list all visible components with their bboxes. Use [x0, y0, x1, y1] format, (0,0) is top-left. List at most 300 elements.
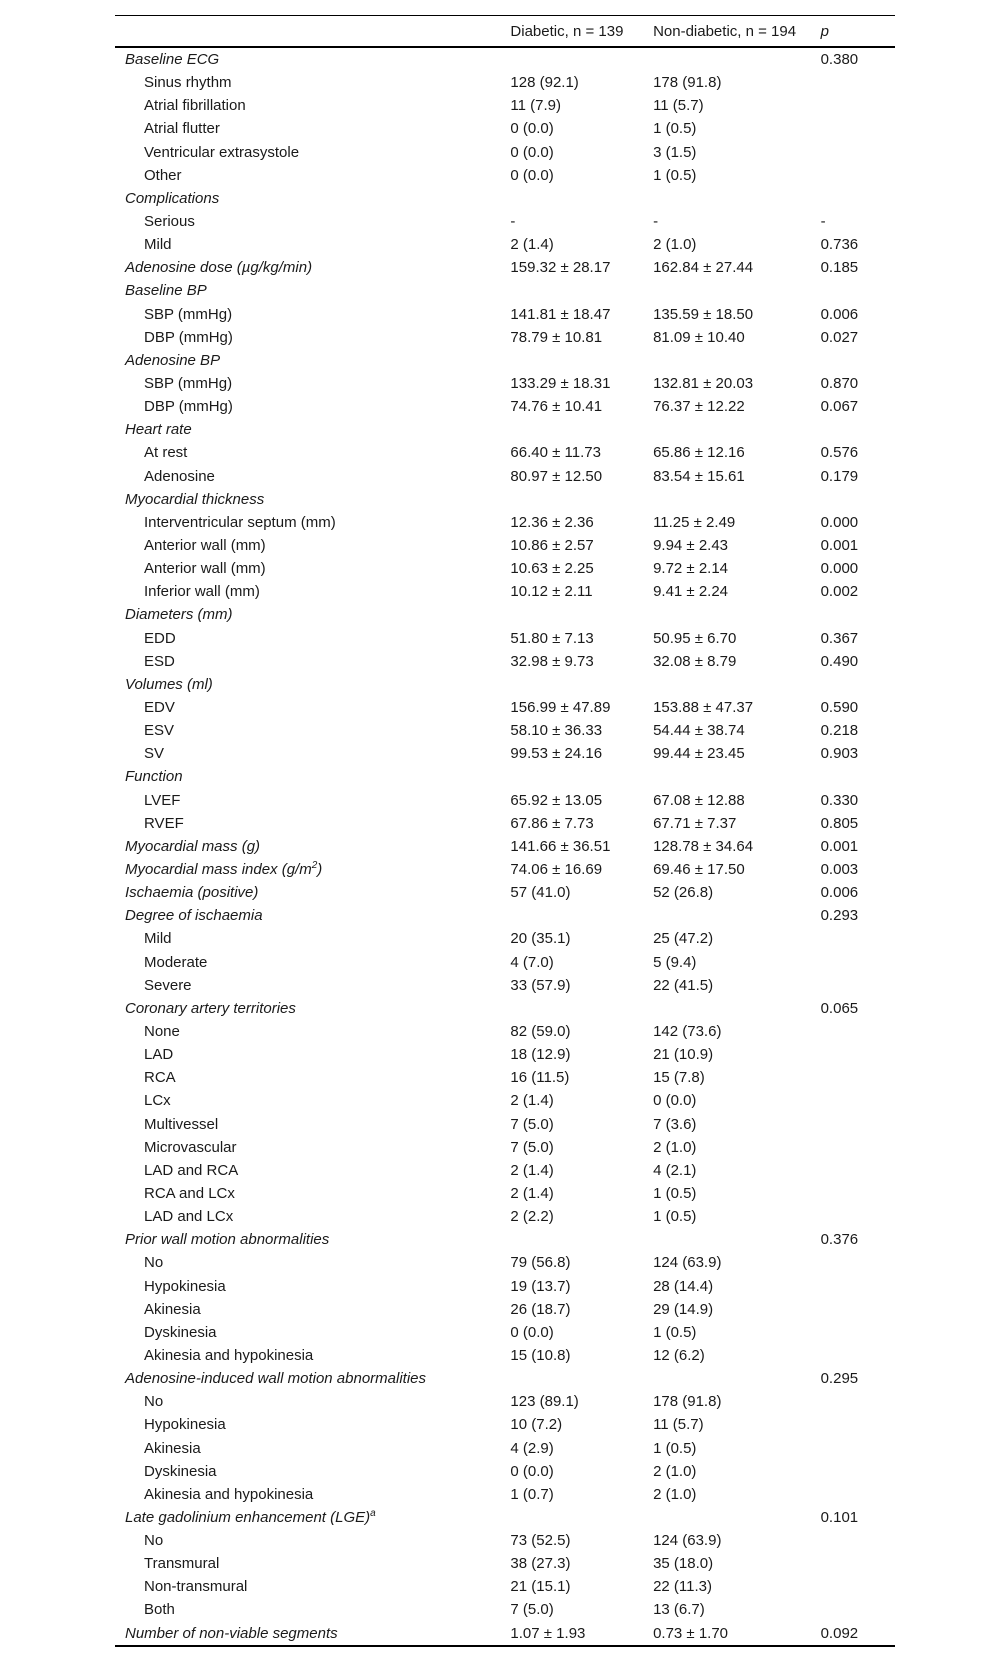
- nondiabetic-value: 32.08 ± 8.79: [653, 652, 737, 670]
- diabetic-value: [510, 1367, 653, 1390]
- row-label-text: Myocardial mass (g): [125, 837, 261, 855]
- p-value: [821, 1089, 895, 1112]
- diabetic-value: 0 (0.0): [510, 166, 554, 184]
- nondiabetic-value: 9.72 ± 2.14: [653, 560, 729, 578]
- p-value: 0.092: [821, 1622, 895, 1646]
- table-row: [115, 789, 895, 812]
- row-label: [115, 1552, 510, 1575]
- p-value: [821, 673, 895, 696]
- diabetic-value: 10.12 ± 2.11: [510, 583, 593, 601]
- nondiabetic-value: 52 (26.8): [653, 884, 714, 902]
- p-value: [821, 1321, 895, 1344]
- table-row: [115, 372, 895, 395]
- p-value: [821, 1575, 895, 1598]
- table-row: [115, 1390, 895, 1413]
- row-label: [115, 580, 510, 603]
- row-label-text: Akinesia and hypokinesia: [144, 1485, 314, 1503]
- nondiabetic-value: 25 (47.2): [653, 930, 714, 948]
- nondiabetic-value: 1 (0.5): [653, 120, 697, 138]
- diabetic-value: 74.06 ± 16.69: [510, 860, 603, 878]
- header-label: [115, 16, 510, 48]
- p-value: 0.590: [820, 699, 859, 716]
- diabetic-value: 26 (18.7): [510, 1300, 571, 1318]
- p-value: 0.903: [820, 745, 859, 763]
- p-value: [821, 94, 895, 117]
- row-label-text: Severe: [144, 976, 192, 994]
- diabetic-value: 133.29 ± 18.31: [510, 375, 611, 393]
- p-value: 0.179: [820, 467, 859, 485]
- row-label-text: RCA and LCx: [144, 1184, 235, 1202]
- row-label: [115, 1483, 510, 1506]
- p-value: [821, 488, 895, 511]
- diabetic-value: [510, 904, 653, 927]
- p-value: [821, 974, 895, 997]
- diabetic-value: 159.32 ± 28.17: [510, 259, 611, 277]
- row-label-text: Non-transmural: [144, 1578, 248, 1596]
- row-label: [115, 557, 510, 580]
- p-value: 0.870: [820, 375, 859, 393]
- nondiabetic-value: 9.94 ± 2.43: [653, 537, 729, 555]
- diabetic-value: 123 (89.1): [510, 1393, 579, 1411]
- diabetic-value: 2 (1.4): [510, 1184, 554, 1202]
- table-row: [115, 812, 895, 835]
- diabetic-value: 10.86 ± 2.57: [510, 537, 594, 555]
- p-value: [821, 1043, 895, 1066]
- p-value: 0.006: [820, 305, 859, 323]
- p-value: [821, 1205, 895, 1228]
- nondiabetic-value: 81.09 ± 10.40: [653, 328, 745, 346]
- row-label-text: Sinus rhythm: [144, 74, 232, 92]
- row-label: [115, 465, 510, 488]
- table-row: [115, 1529, 895, 1552]
- diabetic-value: 66.40 ± 11.73: [510, 444, 601, 462]
- table-row: [115, 1460, 895, 1483]
- nondiabetic-value: [653, 765, 821, 788]
- p-value: [821, 418, 895, 441]
- nondiabetic-value: [653, 47, 821, 71]
- row-label-superscript: 2: [311, 859, 318, 871]
- diabetic-value: 38 (27.3): [510, 1555, 571, 1573]
- row-label-text: SBP (mmHg): [144, 375, 233, 393]
- row-label-text: Multivessel: [144, 1115, 219, 1133]
- nondiabetic-value: 2 (1.0): [653, 1138, 697, 1156]
- nondiabetic-value: 11 (5.7): [653, 97, 704, 115]
- table-group-row: [115, 418, 895, 441]
- diabetic-value: 32.98 ± 9.73: [510, 652, 594, 670]
- table-row: [115, 974, 895, 997]
- nondiabetic-value: 132.81 ± 20.03: [653, 375, 754, 393]
- nondiabetic-value: 11 (5.7): [653, 1416, 704, 1434]
- p-value: [821, 950, 895, 973]
- row-label: [115, 1251, 510, 1274]
- p-value: [821, 603, 895, 626]
- p-value: 0.001: [820, 837, 859, 855]
- row-label: [115, 1506, 510, 1529]
- table-row: [115, 326, 895, 349]
- p-value: [821, 1460, 895, 1483]
- row-label: [115, 303, 510, 326]
- p-value: 0.736: [820, 236, 859, 254]
- row-label-text: LVEF: [144, 791, 181, 809]
- row-label-text: Dyskinesia: [144, 1462, 217, 1480]
- p-value: 0.367: [820, 629, 859, 647]
- row-label-text: ESV: [144, 722, 175, 740]
- row-label: [115, 1529, 510, 1552]
- row-label: [115, 441, 510, 464]
- row-label-text: Myocardial mass index (g/m: [125, 860, 312, 878]
- row-label-text: Volumes (ml): [125, 675, 213, 693]
- nondiabetic-value: [653, 279, 821, 302]
- row-label: [115, 117, 510, 140]
- table-row: [115, 1344, 895, 1367]
- nondiabetic-value: 28 (14.4): [653, 1277, 714, 1295]
- row-label-text: Akinesia and hypokinesia: [144, 1346, 314, 1364]
- table-row: [115, 441, 895, 464]
- diabetic-value: [510, 765, 653, 788]
- nondiabetic-value: 12 (6.2): [653, 1346, 705, 1364]
- p-value: 0.003: [820, 860, 859, 878]
- nondiabetic-value: 128.78 ± 34.64: [653, 837, 754, 855]
- table-group-row: [115, 673, 895, 696]
- table-row: [115, 117, 895, 140]
- row-label-text: LCx: [144, 1092, 171, 1110]
- row-label: [115, 789, 510, 812]
- row-label-text: SBP (mmHg): [144, 305, 233, 323]
- p-value: [821, 1552, 895, 1575]
- row-label-text: DBP (mmHg): [144, 328, 233, 346]
- row-label-text: No: [144, 1393, 164, 1411]
- p-value: 0.576: [820, 444, 859, 462]
- row-label-suffix: ): [317, 860, 323, 878]
- table-row: [115, 511, 895, 534]
- table-group-row: [115, 1622, 895, 1646]
- row-label-text: Late gadolinium enhancement (LGE): [125, 1508, 371, 1526]
- p-value: [821, 71, 895, 94]
- nondiabetic-value: 35 (18.0): [653, 1555, 714, 1573]
- diabetic-value: 1.07 ± 1.93: [510, 1622, 653, 1646]
- diabetic-value: 141.81 ± 18.47: [510, 305, 611, 323]
- row-label-text: DBP (mmHg): [144, 398, 233, 416]
- p-value: 0.295: [820, 1370, 859, 1388]
- diabetic-value: 21 (15.1): [510, 1578, 571, 1596]
- diabetic-value: 12.36 ± 2.36: [510, 513, 594, 531]
- nondiabetic-value: [653, 603, 821, 626]
- nondiabetic-value: 135.59 ± 18.50: [653, 305, 754, 323]
- diabetic-value: 79 (56.8): [510, 1254, 571, 1272]
- row-label-text: Coronary artery territories: [125, 999, 296, 1017]
- header-diabetic: Diabetic, n = 139: [510, 16, 653, 48]
- nondiabetic-value: 13 (6.7): [653, 1601, 705, 1619]
- row-label-text: Mild: [144, 236, 172, 254]
- row-label-text: Serious: [144, 213, 195, 231]
- table-row: [115, 696, 895, 719]
- diabetic-value: 2 (1.4): [510, 1092, 554, 1110]
- nondiabetic-value: 0.73 ± 1.70: [653, 1622, 821, 1646]
- p-value: [821, 1298, 895, 1321]
- nondiabetic-value: 67.08 ± 12.88: [653, 791, 745, 809]
- nondiabetic-value: 9.41 ± 2.24: [653, 583, 729, 601]
- row-label-text: No: [144, 1254, 164, 1272]
- diabetic-value: 57 (41.0): [510, 884, 571, 902]
- diabetic-value: 19 (13.7): [510, 1277, 571, 1295]
- row-label: [115, 1321, 510, 1344]
- nondiabetic-value: [653, 488, 821, 511]
- table-row: [115, 1205, 895, 1228]
- p-value: [821, 1020, 895, 1043]
- nondiabetic-value: [653, 187, 821, 210]
- diabetic-value: 58.10 ± 36.33: [510, 722, 603, 740]
- diabetic-value: 65.92 ± 13.05: [510, 791, 603, 809]
- row-label-text: Inferior wall (mm): [144, 583, 260, 601]
- nondiabetic-value: 124 (63.9): [653, 1254, 722, 1272]
- table-row: [115, 164, 895, 187]
- row-label: [115, 94, 510, 117]
- nondiabetic-value: [653, 349, 821, 372]
- header-row: [115, 16, 895, 48]
- diabetic-value: [510, 997, 653, 1020]
- nondiabetic-value: [653, 673, 821, 696]
- table-row: [115, 1598, 895, 1621]
- row-label: [115, 1460, 510, 1483]
- row-label-text: Hypokinesia: [144, 1416, 226, 1434]
- diabetic-value: 2 (2.2): [510, 1208, 554, 1226]
- p-value: [821, 1413, 895, 1436]
- row-label: [115, 974, 510, 997]
- row-label: [115, 164, 510, 187]
- diabetic-value: 74.76 ± 10.41: [510, 398, 603, 416]
- row-label-text: LAD: [144, 1046, 174, 1064]
- nondiabetic-value: 76.37 ± 12.22: [653, 398, 745, 416]
- row-label: [115, 395, 510, 418]
- diabetic-value: 16 (11.5): [510, 1069, 570, 1087]
- diabetic-value: 82 (59.0): [510, 1022, 571, 1040]
- table-row: [115, 1298, 895, 1321]
- table-group-row: [115, 349, 895, 372]
- row-label: [115, 1020, 510, 1043]
- row-label-text: No: [144, 1532, 164, 1550]
- table-row: [115, 1182, 895, 1205]
- p-value: 0.067: [820, 398, 859, 416]
- nondiabetic-value: 5 (9.4): [653, 953, 697, 971]
- nondiabetic-value: 50.95 ± 6.70: [653, 629, 737, 647]
- diabetic-value: 1 (0.7): [510, 1485, 554, 1503]
- table-row: [115, 1112, 895, 1135]
- nondiabetic-value: 4 (2.1): [653, 1161, 697, 1179]
- row-label-text: Myocardial thickness: [125, 490, 265, 508]
- p-value: [821, 1436, 895, 1459]
- row-label-text: Dyskinesia: [144, 1323, 217, 1341]
- table-row: [115, 1251, 895, 1274]
- diabetic-value: [510, 603, 653, 626]
- table-group-row: [115, 858, 895, 881]
- table-row: [115, 742, 895, 765]
- diabetic-value: 4 (7.0): [510, 953, 554, 971]
- nondiabetic-value: [653, 997, 821, 1020]
- table-row: [115, 927, 895, 950]
- table-row: [115, 1043, 895, 1066]
- row-label-text: ESD: [144, 652, 175, 670]
- row-label: [115, 534, 510, 557]
- diabetic-value: 0 (0.0): [510, 1323, 554, 1341]
- table-row: [115, 1066, 895, 1089]
- table-row: [115, 627, 895, 650]
- table-row: [115, 719, 895, 742]
- row-label: [115, 650, 510, 673]
- header-nondiabetic: Non-diabetic, n = 194: [653, 16, 821, 48]
- nondiabetic-value: 3 (1.5): [653, 143, 697, 161]
- diabetic-value: 7 (5.0): [510, 1601, 554, 1619]
- row-label-text: LAD and RCA: [144, 1161, 239, 1179]
- row-label: [115, 997, 510, 1020]
- header-p: p: [821, 16, 895, 48]
- row-label-text: Adenosine BP: [125, 351, 221, 369]
- table-group-row: [115, 904, 895, 927]
- nondiabetic-value: [653, 1506, 821, 1529]
- nondiabetic-value: 1 (0.5): [653, 1184, 697, 1202]
- nondiabetic-value: 11.25 ± 2.49: [653, 513, 736, 531]
- row-label-text: Anterior wall (mm): [144, 560, 266, 578]
- diabetic-value: 73 (52.5): [510, 1532, 571, 1550]
- diabetic-value: [510, 349, 653, 372]
- p-value: [821, 1390, 895, 1413]
- row-label: [115, 326, 510, 349]
- p-value: 0.490: [820, 652, 859, 670]
- diabetic-value: [510, 673, 653, 696]
- p-value: 0.002: [820, 583, 859, 601]
- nondiabetic-value: 99.44 ± 23.45: [653, 745, 745, 763]
- p-value: [821, 927, 895, 950]
- row-label: [115, 71, 510, 94]
- diabetic-value: 15 (10.8): [510, 1346, 571, 1364]
- p-value: 0.293: [820, 907, 859, 925]
- p-value: [821, 1159, 895, 1182]
- nondiabetic-value: 124 (63.9): [653, 1532, 722, 1550]
- row-label-superscript: a: [370, 1507, 376, 1519]
- diabetic-value: [510, 187, 653, 210]
- row-label-text: Adenosine-induced wall motion abnormalities: [125, 1370, 427, 1388]
- row-label-text: Atrial flutter: [144, 120, 220, 138]
- p-value: [821, 1344, 895, 1367]
- row-label-text: EDV: [144, 699, 175, 716]
- nondiabetic-value: 22 (11.3): [653, 1578, 712, 1596]
- p-value: 0.006: [820, 884, 859, 902]
- row-label-text: At rest: [144, 444, 188, 462]
- table-body: [115, 47, 895, 1646]
- row-label-text: Moderate: [144, 953, 208, 971]
- row-label: [115, 1089, 510, 1112]
- row-label: [115, 233, 510, 256]
- row-label-text: Complications: [125, 189, 220, 207]
- row-label: [115, 349, 510, 372]
- row-label: [115, 279, 510, 302]
- nondiabetic-value: 1 (0.5): [653, 1439, 697, 1457]
- p-value: [821, 1182, 895, 1205]
- nondiabetic-value: [653, 1367, 821, 1390]
- row-label: [115, 858, 510, 881]
- row-label-text: Hypokinesia: [144, 1277, 226, 1295]
- p-value: [821, 279, 895, 302]
- row-label-text: Ventricular extrasystole: [144, 143, 300, 161]
- p-value: 0.380: [820, 51, 859, 69]
- row-label-text: Heart rate: [125, 421, 192, 439]
- table-row: [115, 141, 895, 164]
- nondiabetic-value: 178 (91.8): [653, 74, 722, 92]
- diabetic-value: 0 (0.0): [510, 120, 554, 138]
- table-group-row: [115, 256, 895, 279]
- p-value: [821, 765, 895, 788]
- table-row: [115, 1321, 895, 1344]
- p-value: [821, 1136, 895, 1159]
- diabetic-value: 7 (5.0): [510, 1138, 554, 1156]
- row-label: [115, 1228, 510, 1251]
- diabetic-value: 18 (12.9): [510, 1046, 571, 1064]
- row-label: [115, 210, 510, 233]
- diabetic-value: 51.80 ± 7.13: [510, 629, 594, 647]
- row-label-text: SV: [144, 745, 165, 763]
- diabetic-value: [510, 418, 653, 441]
- diabetic-value: [510, 279, 653, 302]
- diabetic-value: 2 (1.4): [510, 236, 554, 254]
- p-value: [821, 164, 895, 187]
- row-label-text: RCA: [144, 1069, 176, 1087]
- nondiabetic-value: 1 (0.5): [653, 1323, 697, 1341]
- diabetic-value: -: [510, 213, 516, 231]
- diabetic-value: 10.63 ± 2.25: [510, 560, 594, 578]
- row-label: [115, 719, 510, 742]
- row-label-text: Other: [144, 166, 182, 184]
- row-label: [115, 881, 510, 904]
- row-label-text: Prior wall motion abnormalities: [125, 1231, 330, 1249]
- nondiabetic-value: 2 (1.0): [653, 1485, 697, 1503]
- diabetic-value: 141.66 ± 36.51: [510, 837, 611, 855]
- row-label-text: Akinesia: [144, 1300, 201, 1318]
- nondiabetic-value: 67.71 ± 7.37: [653, 814, 737, 832]
- nondiabetic-value: [653, 904, 821, 927]
- p-value: [821, 349, 895, 372]
- p-value: [821, 141, 895, 164]
- p-value: 0.000: [820, 513, 859, 531]
- row-label-text: Anterior wall (mm): [144, 537, 266, 555]
- nondiabetic-value: 162.84 ± 27.44: [653, 259, 754, 277]
- row-label: [115, 1622, 510, 1646]
- data-table: [115, 15, 895, 1647]
- nondiabetic-value: 153.88 ± 47.37: [653, 699, 754, 716]
- nondiabetic-value: 65.86 ± 12.16: [653, 444, 745, 462]
- table-group-row: [115, 603, 895, 626]
- diabetic-value: 20 (35.1): [510, 930, 571, 948]
- diabetic-value: 4 (2.9): [510, 1439, 554, 1457]
- row-label: [115, 187, 510, 210]
- row-label: [115, 1436, 510, 1459]
- nondiabetic-value: 1 (0.5): [653, 166, 697, 184]
- table-row: [115, 1159, 895, 1182]
- row-label: [115, 1112, 510, 1135]
- p-value: [821, 1529, 895, 1552]
- row-label-text: Mild: [144, 930, 172, 948]
- row-label-text: Both: [144, 1601, 175, 1619]
- table-row: [115, 1089, 895, 1112]
- row-label: [115, 511, 510, 534]
- row-label: [115, 673, 510, 696]
- row-label: [115, 1159, 510, 1182]
- nondiabetic-value: 29 (14.9): [653, 1300, 714, 1318]
- row-label: [115, 1205, 510, 1228]
- table-group-row: [115, 47, 895, 71]
- nondiabetic-value: 2 (1.0): [653, 236, 697, 254]
- row-label-text: Function: [125, 768, 183, 786]
- row-label-text: EDD: [144, 629, 176, 647]
- table-group-row: [115, 835, 895, 858]
